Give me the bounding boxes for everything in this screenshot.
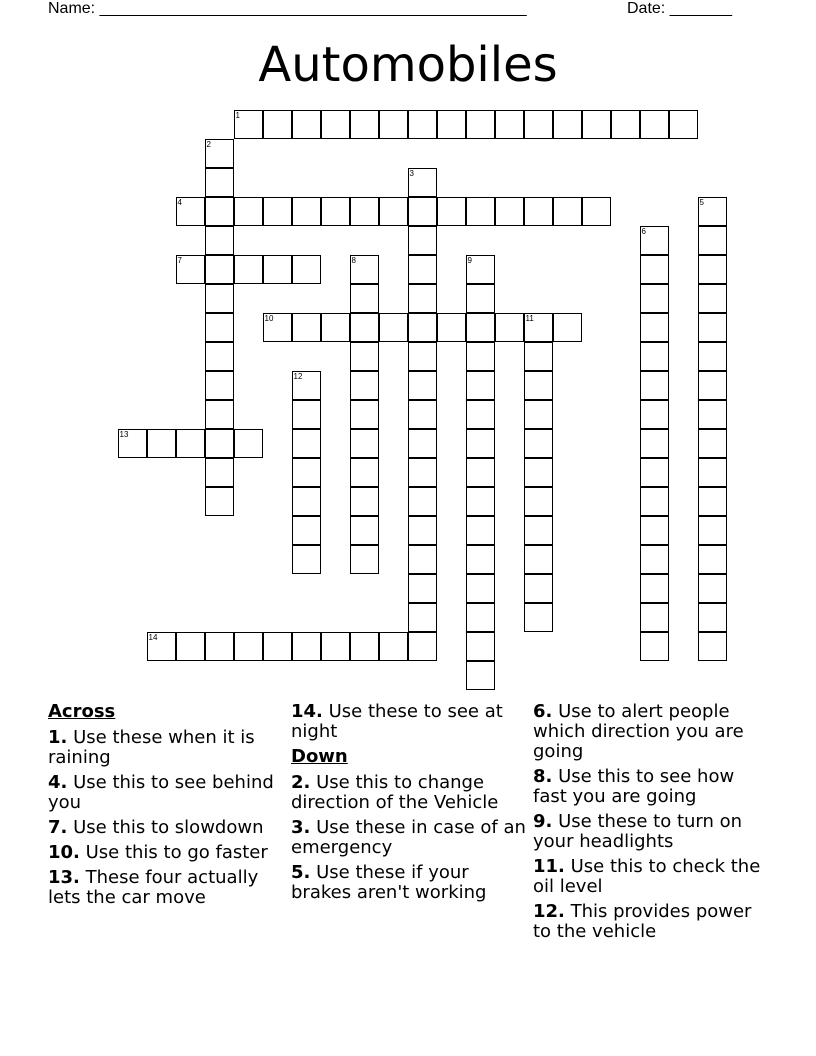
grid-cell[interactable]: [524, 574, 553, 603]
grid-cell[interactable]: [350, 371, 379, 400]
grid-cell[interactable]: [466, 487, 495, 516]
grid-cell[interactable]: [292, 632, 321, 661]
grid-cell[interactable]: [466, 545, 495, 574]
clue-column-2: [291, 702, 526, 908]
clue-number-label: 9.: [533, 811, 553, 832]
grid-cell[interactable]: [553, 110, 582, 139]
grid-cell[interactable]: [205, 255, 234, 284]
grid-cell[interactable]: [263, 313, 292, 342]
grid-cell[interactable]: [205, 226, 234, 255]
grid-cell[interactable]: [437, 313, 466, 342]
grid-cell[interactable]: [640, 429, 669, 458]
grid-cell[interactable]: [408, 168, 437, 197]
grid-cell[interactable]: [611, 110, 640, 139]
grid-cell[interactable]: [263, 255, 292, 284]
grid-cell[interactable]: [350, 255, 379, 284]
clue-text: Use to alert people which direction you are going: [533, 701, 744, 762]
grid-cell[interactable]: [408, 429, 437, 458]
grid-cell[interactable]: [466, 603, 495, 632]
grid-cell[interactable]: [263, 197, 292, 226]
clue-number-label: 6.: [533, 701, 553, 722]
grid-cell[interactable]: [553, 313, 582, 342]
grid-cell[interactable]: [640, 371, 669, 400]
clue-text: Use these to see at night: [291, 701, 503, 742]
clue-number-label: 2.: [291, 772, 311, 793]
grid-cell[interactable]: [640, 255, 669, 284]
grid-cell[interactable]: [408, 342, 437, 371]
grid-cell[interactable]: [466, 342, 495, 371]
grid-cell[interactable]: [234, 632, 263, 661]
grid-cell[interactable]: [640, 487, 669, 516]
grid-cell[interactable]: [466, 284, 495, 313]
grid-cell[interactable]: [524, 545, 553, 574]
grid-cell[interactable]: [205, 458, 234, 487]
grid-cell[interactable]: [698, 458, 727, 487]
grid-cell[interactable]: [205, 313, 234, 342]
clue-number: 9: [467, 256, 472, 265]
grid-cell[interactable]: [234, 197, 263, 226]
grid-cell[interactable]: [524, 197, 553, 226]
grid-cell[interactable]: [350, 110, 379, 139]
clue-item: [48, 818, 283, 838]
grid-cell[interactable]: [292, 313, 321, 342]
grid-cell[interactable]: [466, 429, 495, 458]
grid-cell[interactable]: [408, 371, 437, 400]
grid-cell[interactable]: [698, 400, 727, 429]
grid-cell[interactable]: [466, 197, 495, 226]
grid-cell[interactable]: [408, 516, 437, 545]
grid-cell[interactable]: [698, 574, 727, 603]
clue-text: These four actually lets the car move: [48, 867, 259, 908]
clue-item: [48, 728, 283, 768]
grid-cell[interactable]: [350, 429, 379, 458]
grid-cell[interactable]: [205, 139, 234, 168]
clue-text: This provides power to the vehicle: [533, 901, 752, 942]
clue-number-label: 4.: [48, 772, 68, 793]
grid-cell[interactable]: [350, 458, 379, 487]
across-heading: Across: [48, 701, 116, 722]
grid-cell[interactable]: [350, 545, 379, 574]
grid-cell[interactable]: [698, 255, 727, 284]
grid-cell[interactable]: [408, 487, 437, 516]
grid-cell[interactable]: [205, 371, 234, 400]
grid-cell[interactable]: [350, 632, 379, 661]
clue-number: 1: [235, 111, 240, 120]
grid-cell[interactable]: [524, 342, 553, 371]
clue-number-label: 13.: [48, 867, 80, 888]
date-field[interactable]: Date: _______: [627, 0, 732, 17]
grid-cell[interactable]: [669, 110, 698, 139]
clue-number-label: 14.: [291, 701, 323, 722]
clue-text: Use this to check the oil level: [533, 856, 761, 897]
clue-item: [533, 702, 773, 762]
clue-number: 2: [206, 140, 211, 149]
clue-item: [291, 863, 526, 903]
grid-cell[interactable]: [524, 458, 553, 487]
grid-cell[interactable]: [408, 313, 437, 342]
grid-cell[interactable]: [524, 603, 553, 632]
grid-cell[interactable]: [205, 284, 234, 313]
clue-number: 11: [525, 314, 534, 323]
clue-item: [533, 857, 773, 897]
grid-cell[interactable]: [640, 313, 669, 342]
grid-cell[interactable]: [698, 284, 727, 313]
grid-cell[interactable]: [437, 110, 466, 139]
grid-cell[interactable]: [582, 110, 611, 139]
grid-cell[interactable]: [234, 255, 263, 284]
grid-cell[interactable]: [379, 197, 408, 226]
grid-cell[interactable]: [176, 429, 205, 458]
grid-cell[interactable]: [698, 487, 727, 516]
page-title: Automobiles: [258, 37, 558, 93]
grid-cell[interactable]: [408, 226, 437, 255]
clue-text: Use these in case of an emergency: [291, 817, 526, 858]
clue-column-1: [48, 702, 283, 913]
clue-item: [291, 773, 526, 813]
grid-cell[interactable]: [292, 110, 321, 139]
grid-cell[interactable]: [524, 313, 553, 342]
grid-cell[interactable]: [292, 545, 321, 574]
clue-number: 7: [177, 256, 182, 265]
down-heading: Down: [291, 746, 348, 767]
clue-number: 10: [264, 314, 274, 323]
clue-number-label: 10.: [48, 842, 80, 863]
grid-cell[interactable]: [640, 226, 669, 255]
grid-cell[interactable]: [698, 313, 727, 342]
clue-text: Use these if your brakes aren't working: [291, 862, 487, 903]
grid-cell[interactable]: [640, 400, 669, 429]
grid-cell[interactable]: [292, 255, 321, 284]
grid-cell[interactable]: [408, 632, 437, 661]
grid-cell[interactable]: [408, 574, 437, 603]
grid-cell[interactable]: [437, 197, 466, 226]
clue-column-3: [533, 702, 773, 947]
grid-cell[interactable]: [698, 342, 727, 371]
grid-cell[interactable]: [524, 516, 553, 545]
clue-item: [533, 767, 773, 807]
grid-cell[interactable]: [118, 429, 147, 458]
grid-cell[interactable]: [176, 197, 205, 226]
grid-cell[interactable]: [582, 197, 611, 226]
grid-cell[interactable]: [234, 429, 263, 458]
grid-cell[interactable]: [495, 197, 524, 226]
grid-cell[interactable]: [350, 313, 379, 342]
grid-cell[interactable]: [698, 545, 727, 574]
clue-number-label: 3.: [291, 817, 311, 838]
clue-number-label: 8.: [533, 766, 553, 787]
grid-cell[interactable]: [640, 574, 669, 603]
grid-cell[interactable]: [466, 516, 495, 545]
grid-cell[interactable]: [466, 110, 495, 139]
grid-cell[interactable]: [553, 197, 582, 226]
grid-cell[interactable]: [205, 400, 234, 429]
grid-cell[interactable]: [350, 284, 379, 313]
clue-number: 12: [293, 372, 303, 381]
clue-item: [533, 812, 773, 852]
grid-cell[interactable]: [466, 661, 495, 690]
grid-cell[interactable]: [495, 313, 524, 342]
grid-cell[interactable]: [321, 313, 350, 342]
grid-cell[interactable]: [466, 255, 495, 284]
clue-text: Use this to see how fast you are going: [533, 766, 735, 807]
grid-cell[interactable]: [147, 632, 176, 661]
grid-cell[interactable]: [350, 487, 379, 516]
grid-cell[interactable]: [205, 632, 234, 661]
clue-number: 3: [409, 169, 414, 178]
grid-cell[interactable]: [698, 226, 727, 255]
grid-cell[interactable]: [176, 255, 205, 284]
grid-cell[interactable]: [466, 458, 495, 487]
clue-number-label: 1.: [48, 727, 68, 748]
grid-cell[interactable]: [466, 313, 495, 342]
grid-cell[interactable]: [698, 371, 727, 400]
clue-number: 8: [351, 256, 356, 265]
grid-cell[interactable]: [379, 110, 408, 139]
grid-cell[interactable]: [524, 487, 553, 516]
grid-cell[interactable]: [292, 197, 321, 226]
grid-cell[interactable]: [205, 168, 234, 197]
grid-cell[interactable]: [205, 429, 234, 458]
grid-cell[interactable]: [234, 110, 263, 139]
clue-number: 13: [119, 430, 129, 439]
clue-item: [291, 818, 526, 858]
grid-cell[interactable]: [408, 545, 437, 574]
grid-cell[interactable]: [640, 545, 669, 574]
grid-cell[interactable]: [495, 110, 524, 139]
grid-cell[interactable]: [640, 342, 669, 371]
grid-cell[interactable]: [350, 400, 379, 429]
grid-cell[interactable]: [640, 603, 669, 632]
grid-cell[interactable]: [408, 400, 437, 429]
grid-cell[interactable]: [147, 429, 176, 458]
grid-cell[interactable]: [379, 632, 408, 661]
grid-cell[interactable]: [292, 371, 321, 400]
clue-number-label: 12.: [533, 901, 565, 922]
grid-cell[interactable]: [524, 429, 553, 458]
grid-cell[interactable]: [292, 516, 321, 545]
clue-text: Use this to slowdown: [67, 817, 264, 838]
grid-cell[interactable]: [698, 197, 727, 226]
grid-cell[interactable]: [408, 458, 437, 487]
clue-number: 14: [148, 633, 158, 642]
clue-text: Use these to turn on your headlights: [533, 811, 743, 852]
clue-text: Use this to see behind you: [48, 772, 274, 813]
clue-number: 4: [177, 198, 182, 207]
clue-number: 5: [699, 198, 704, 207]
clue-number: 6: [641, 227, 646, 236]
grid-cell[interactable]: [466, 371, 495, 400]
grid-cell[interactable]: [205, 487, 234, 516]
grid-cell[interactable]: [321, 632, 350, 661]
grid-cell[interactable]: [292, 429, 321, 458]
grid-cell[interactable]: [698, 632, 727, 661]
grid-cell[interactable]: [292, 487, 321, 516]
grid-cell[interactable]: [350, 197, 379, 226]
clue-number-label: 5.: [291, 862, 311, 883]
grid-cell[interactable]: [350, 342, 379, 371]
grid-cell[interactable]: [321, 197, 350, 226]
name-field[interactable]: Name: ________________________________________________: [48, 0, 527, 17]
grid-cell[interactable]: [640, 458, 669, 487]
clue-number-label: 7.: [48, 817, 68, 838]
clue-text: Use these when it is raining: [48, 727, 255, 768]
grid-cell[interactable]: [466, 400, 495, 429]
grid-cell[interactable]: [524, 400, 553, 429]
clue-item: [48, 868, 283, 908]
clue-item: [48, 843, 283, 863]
clue-item: [291, 702, 526, 742]
clue-item: [48, 773, 283, 813]
clue-text: Use this to go faster: [79, 842, 268, 863]
grid-cell[interactable]: [698, 516, 727, 545]
grid-cell[interactable]: [640, 110, 669, 139]
grid-cell[interactable]: [205, 197, 234, 226]
grid-cell[interactable]: [640, 516, 669, 545]
grid-cell[interactable]: [263, 110, 292, 139]
grid-cell[interactable]: [176, 632, 205, 661]
grid-cell[interactable]: [408, 284, 437, 313]
clue-item: [533, 902, 773, 942]
grid-cell[interactable]: [640, 284, 669, 313]
grid-cell[interactable]: [292, 400, 321, 429]
grid-cell[interactable]: [350, 516, 379, 545]
grid-cell[interactable]: [408, 255, 437, 284]
grid-cell[interactable]: [640, 632, 669, 661]
grid-cell[interactable]: [466, 632, 495, 661]
grid-cell[interactable]: [698, 603, 727, 632]
grid-cell[interactable]: [408, 197, 437, 226]
grid-cell[interactable]: [524, 110, 553, 139]
clue-text: Use this to change direction of the Vehicle: [291, 772, 499, 813]
grid-cell[interactable]: [524, 371, 553, 400]
grid-cell[interactable]: [292, 458, 321, 487]
grid-cell[interactable]: [408, 603, 437, 632]
grid-cell[interactable]: [466, 574, 495, 603]
grid-cell[interactable]: [379, 313, 408, 342]
grid-cell[interactable]: [205, 342, 234, 371]
grid-cell[interactable]: [321, 110, 350, 139]
grid-cell[interactable]: [408, 110, 437, 139]
grid-cell[interactable]: [263, 632, 292, 661]
clue-number-label: 11.: [533, 856, 565, 877]
grid-cell[interactable]: [698, 429, 727, 458]
